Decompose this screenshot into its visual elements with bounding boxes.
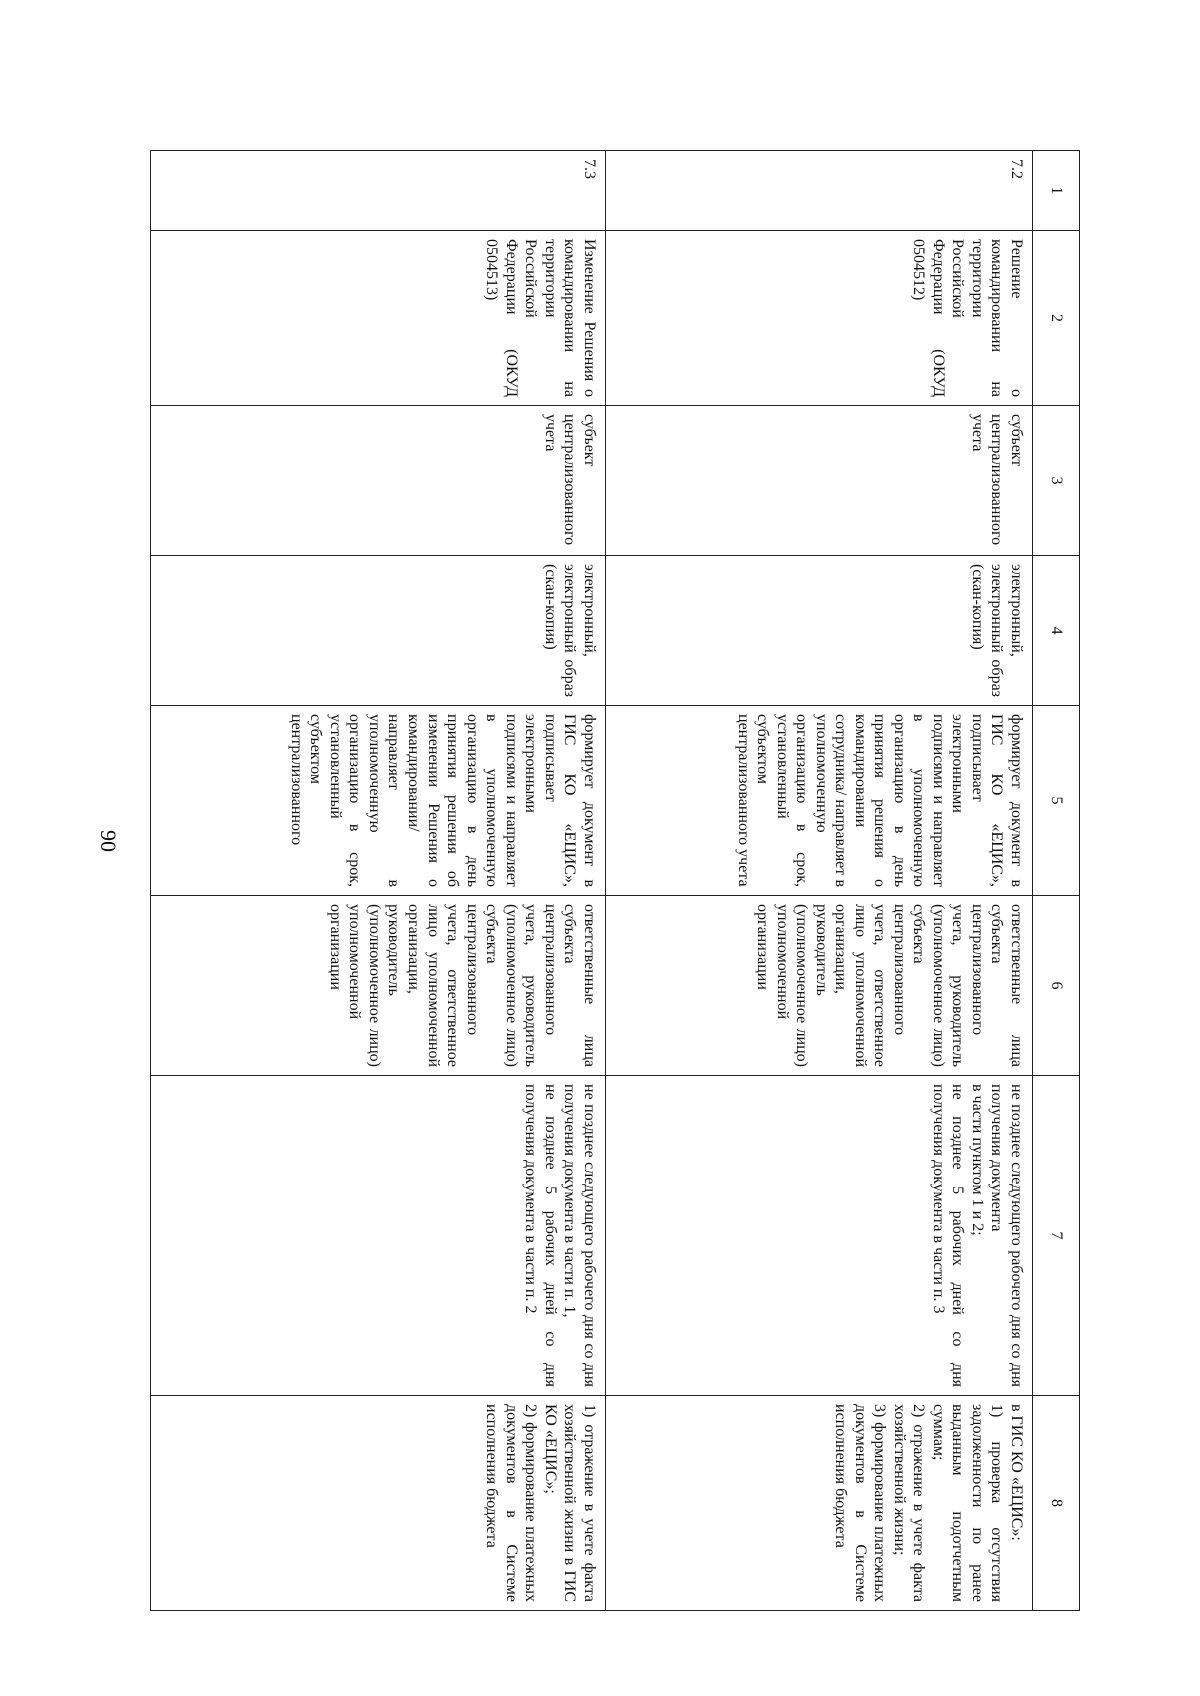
deadline — [605, 1076, 1032, 1396]
deadline-line: не позднее следующего рабочего дня со дня получения документа в части п. 1, — [561, 1084, 598, 1387]
document-table — [150, 150, 1080, 1611]
table-row — [151, 151, 606, 1611]
document-format: электронный, электронный образ (скан-копия) — [605, 556, 1032, 706]
actions-description: формирует документ в ГИС КО «ЕЦИС», подписывает электронными подписями и направляет в уполномоченную организацию в день принятия решения об изменении Решения о командировании/ направляет в уполномоченную организацию в срок, установленный субъектом централизованного — [151, 706, 606, 896]
responsible-subject: субъект централизованного учета — [151, 406, 606, 556]
page-number: 90 — [96, 830, 121, 852]
deadline-line: в части пунктом 1 и 2; — [968, 1084, 986, 1236]
responsible-persons: ответственные лица субъекта централизованного учета, руководитель (уполномоченное лицо) субъекта централизованного учета, ответственное лицо уполномоченной организации, руководитель (уполномоченное лицо) уполномоченной организации — [151, 896, 606, 1076]
header-col-6: 6 — [1033, 896, 1080, 1076]
deadline-line: не позднее следующего рабочего дня со дня получения документа — [988, 1084, 1025, 1387]
row-number: 7.3 — [151, 151, 606, 231]
table-header-row — [1033, 151, 1080, 1611]
table-row — [605, 151, 1032, 1611]
deadline-line: не позднее 5 рабочих дней со дня получения документа в части п. 2 — [522, 1084, 559, 1387]
processing-line: в ГИС КО «ЕЦИС»: — [1008, 1404, 1025, 1541]
processing-line: 3) формирование платежных документов в Системе исполнения бюджета — [832, 1404, 889, 1602]
document-format: электронный, электронный образ (скан-копия) — [151, 556, 606, 706]
header-col-5: 5 — [1033, 706, 1080, 896]
processing-line: 1) отражение в учете факта хозяйственной жизни в ГИС КО «ЕЦИС»; — [541, 1404, 598, 1602]
responsible-subject: субъект централизованного учета — [605, 406, 1032, 556]
actions-description: формирует документ в ГИС КО «ЕЦИС», подписывает электронными подписями и направляет в уполномоченную организацию в день принятия решения о командировании сотрудника/ направляет в уполномоченную организацию в срок, установленный субъектом централизованного учета — [605, 706, 1032, 896]
responsible-persons: ответственные лица субъекта централизованного учета, руководитель (уполномоченное лицо) субъекта централизованного учета, ответственное лицо уполномоченной организации, руководитель (уполномоченное лицо) уполномоченной организации — [605, 896, 1032, 1076]
processing-steps — [151, 1396, 606, 1611]
header-col-4: 4 — [1033, 556, 1080, 706]
header-col-1: 1 — [1033, 151, 1080, 231]
document-name: Изменение Решения о командировании на территории Российской Федерации (ОКУД 0504513) — [151, 231, 606, 406]
table-rotated-wrapper — [150, 150, 1080, 1610]
header-col-8: 8 — [1033, 1396, 1080, 1611]
deadline — [151, 1076, 606, 1396]
row-number: 7.2 — [605, 151, 1032, 231]
processing-steps — [605, 1396, 1032, 1611]
header-col-7: 7 — [1033, 1076, 1080, 1396]
processing-line: 2) отражение в учете факта хозяйственной жизни; — [890, 1404, 928, 1602]
header-col-2: 2 — [1033, 231, 1080, 406]
header-col-3: 3 — [1033, 406, 1080, 556]
processing-line: 2) формирование платежных документов в Системе исполнения бюджета — [483, 1404, 540, 1602]
document-name: Решение о командировании на территории Российской Федерации (ОКУД 0504512) — [605, 231, 1032, 406]
deadline-line: не позднее 5 рабочих дней со дня получения документа в части п. 3 — [929, 1084, 967, 1387]
processing-line: 1) проверка отсутствия задолженности по ранее выданным подотчетным суммам; — [929, 1404, 1006, 1602]
